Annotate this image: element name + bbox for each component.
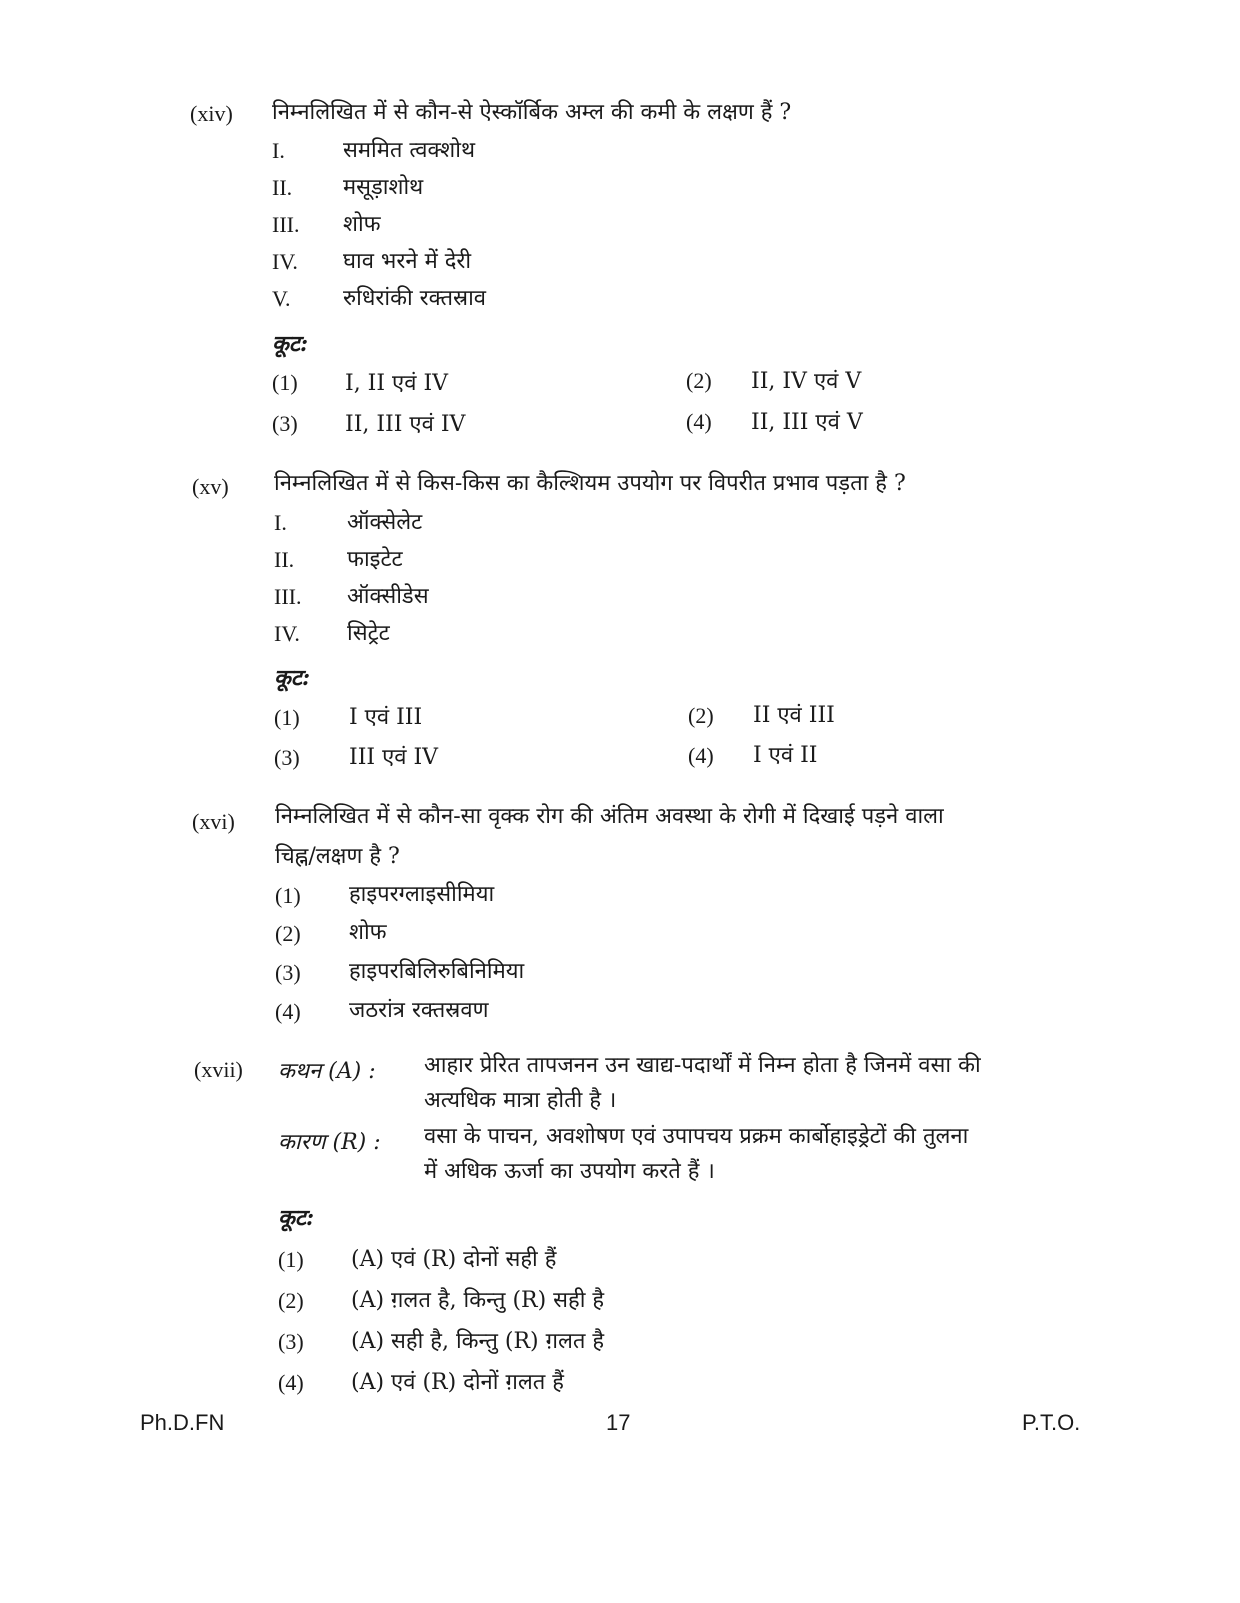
question-number: (xvi) [192,809,235,834]
option-text: हाइपरबिलिरुबिनिमिया [349,959,525,984]
item-text: ऑक्सीडेस [347,584,429,609]
item-text: मसूड़ाशोथ [343,175,424,200]
option-label: (1) [278,1247,304,1272]
pto-label: P.T.O. [1022,1410,1081,1435]
option-text: शोफ [349,920,387,945]
item-text: फाइटेट [347,547,403,572]
option-label: (1) [275,883,301,908]
option-label: (2) [275,921,301,946]
question-number: (xv) [192,474,229,499]
option-text: III एवं IV [349,745,439,770]
item-label: IV. [274,621,300,646]
item-label: IV. [272,249,298,274]
option-text: I एवं III [349,705,423,730]
question-number: (xvii) [194,1057,243,1082]
item-label: III. [274,584,302,609]
reason-text-line1: वसा के पाचन, अवशोषण एवं उपापचय प्रक्रम कार्बोहाइड्रेटों की तुलना [424,1124,969,1149]
reason-text-line2: में अधिक ऊर्जा का उपयोग करते हैं । [424,1159,715,1184]
option-text: II, III एवं V [751,410,863,435]
question-text-line1: निम्नलिखित में से कौन-सा वृक्क रोग की अंतिम अवस्था के रोगी में दिखाई पड़ने वाला [275,804,944,829]
option-label: (1) [272,370,298,395]
option-text: (A) ग़लत है, किन्तु (R) सही है [351,1288,605,1313]
option-label: (4) [688,743,714,768]
option-label: (1) [274,705,300,730]
option-text: II, III एवं IV [345,412,466,437]
option-text: II एवं III [753,703,835,728]
koot-label: कूट: [272,331,309,357]
item-label: V. [272,286,291,311]
option-label: (2) [686,368,712,393]
option-text: (A) सही है, किन्तु (R) ग़लत है [351,1329,605,1354]
option-label: (3) [275,960,301,985]
item-text: शोफ [343,212,381,237]
option-text: I, II एवं IV [345,371,449,396]
assertion-text-line2: अत्यधिक मात्रा होती है । [424,1088,617,1113]
koot-label: कूट: [274,665,311,691]
item-text: घाव भरने में देरी [343,249,472,274]
question-text-line2: चिह्न/लक्षण है ? [275,844,400,869]
item-text: सिट्रेट [347,621,390,646]
option-text: I एवं II [753,743,818,768]
assertion-text-line1: आहार प्रेरित तापजनन उन खाद्य-पदार्थों में निम्न होता है जिनमें वसा की [424,1053,981,1078]
option-label: (4) [686,409,712,434]
item-text: ऑक्सेलेट [347,510,423,535]
item-label: I. [274,510,287,535]
option-text: (A) एवं (R) दोनों सही हैं [351,1247,557,1272]
option-text: जठरांत्र रक्तस्रवण [349,998,489,1023]
option-label: (2) [688,703,714,728]
option-label: (3) [272,411,298,436]
question-text: निम्नलिखित में से किस-किस का कैल्शियम उपयोग पर विपरीत प्रभाव पड़ता है ? [274,471,906,496]
item-text: सममित त्वक्शोथ [343,138,476,163]
option-text: हाइपरग्लाइसीमिया [349,882,495,907]
reason-label: कारण (R) : [278,1130,381,1155]
item-label: II. [272,175,293,200]
option-label: (4) [278,1370,304,1395]
question-number: (xiv) [190,101,233,126]
paper-code: Ph.D.FN [140,1410,225,1435]
option-text: II, IV एवं V [751,369,862,394]
question-text: निम्नलिखित में से कौन-से ऐस्कॉर्बिक अम्ल की कमी के लक्षण हैं ? [272,100,792,125]
item-text: रुधिरांकी रक्तस्राव [343,286,487,311]
option-label: (3) [278,1329,304,1354]
assertion-label: कथन (A) : [278,1059,376,1084]
item-label: III. [272,212,300,237]
option-label: (2) [278,1288,304,1313]
item-label: II. [274,547,295,572]
option-label: (3) [274,745,300,770]
option-text: (A) एवं (R) दोनों ग़लत हैं [351,1370,564,1395]
item-label: I. [272,138,285,163]
option-label: (4) [275,999,301,1024]
page-number: 17 [606,1410,631,1435]
koot-label: कूट: [278,1205,315,1231]
